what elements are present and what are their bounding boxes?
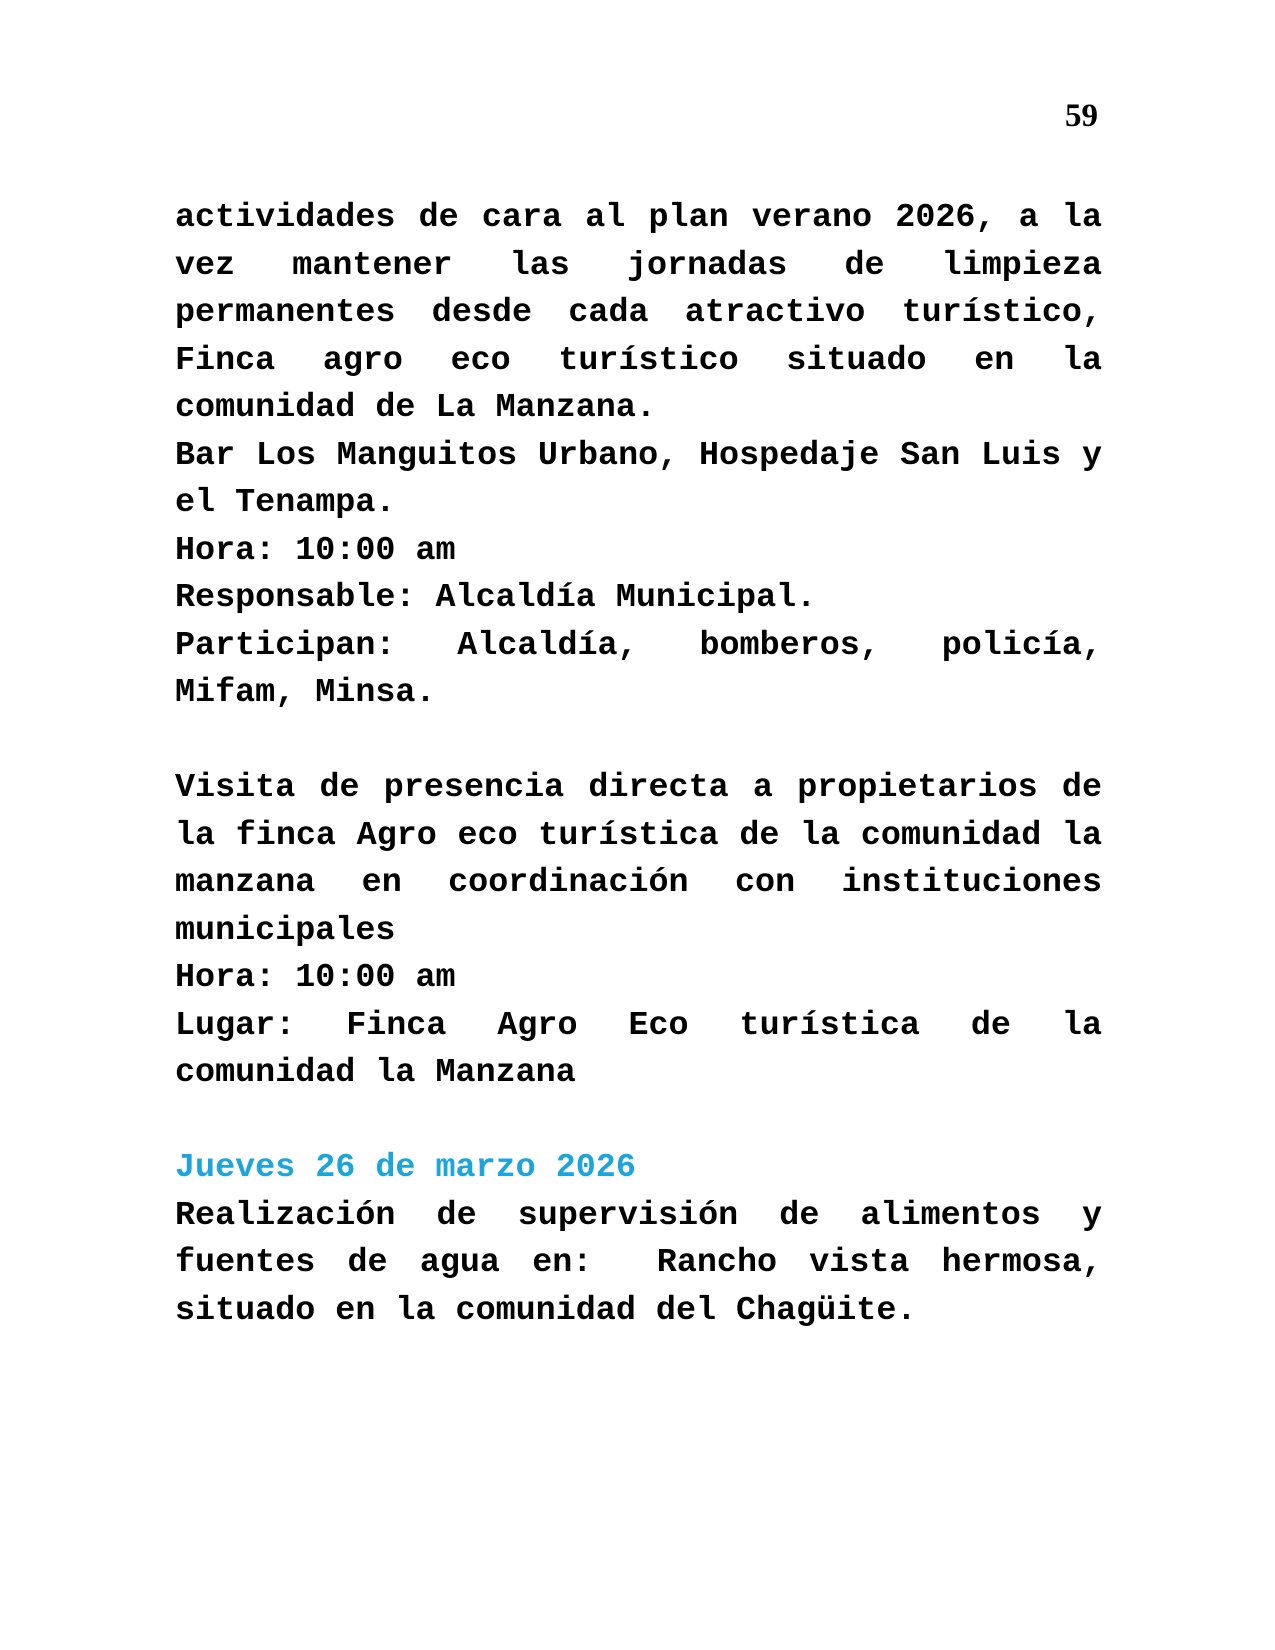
- text-line: la finca Agro eco turística de la comunidad la: [175, 816, 1102, 855]
- text-line: comunidad la Manzana: [175, 1054, 576, 1092]
- text-line: municipales: [175, 911, 396, 950]
- text-line: Bar Los Manguitos Urbano, Hospedaje San Luis y: [175, 436, 1102, 475]
- text-line: Participan: Alcaldía, bomberos, policía,: [175, 626, 1102, 665]
- text-line: Hora: 10:00 am: [175, 959, 456, 997]
- paragraph-bar-los-manguitos: [175, 433, 1102, 528]
- date-heading: Jueves 26 de marzo 2026: [175, 1149, 636, 1187]
- text-line: comunidad de La Manzana.: [175, 389, 656, 427]
- text-line: actividades de cara al plan verano 2026, a la: [175, 199, 1102, 237]
- text-line: Responsable: Alcaldía Municipal.: [175, 579, 817, 617]
- document-body: [175, 195, 1102, 1335]
- line-responsable: [175, 575, 1102, 623]
- heading-jueves-26-marzo-2026: [175, 1145, 1102, 1193]
- text-line: situado en la comunidad del Chagüite.: [175, 1291, 917, 1330]
- text-line: manzana en coordinación con instituciones: [175, 864, 1102, 902]
- text-line: vez mantener las jornadas de limpieza: [175, 246, 1102, 285]
- page-number: 59: [1065, 98, 1098, 134]
- paragraph-participan: [175, 623, 1102, 718]
- text-line: Finca agro eco turístico situado en la: [175, 341, 1102, 380]
- line-hora-1: [175, 528, 1102, 576]
- paragraph-visita: [175, 765, 1102, 955]
- paragraph-realizacion: [175, 1193, 1102, 1336]
- text-line: Realización de supervisión de alimentos y: [175, 1196, 1102, 1235]
- paragraph-plan-verano: [175, 195, 1102, 433]
- blank-line: [175, 1098, 1102, 1146]
- text-line: el Tenampa.: [175, 484, 396, 522]
- text-line: Mifam, Minsa.: [175, 674, 436, 712]
- text-line: fuentes de agua en: Rancho vista hermosa,: [175, 1244, 1102, 1282]
- paragraph-lugar: [175, 1003, 1102, 1098]
- blank-line: [175, 718, 1102, 766]
- text-line: Hora: 10:00 am: [175, 531, 456, 570]
- text-line: Visita de presencia directa a propietarios de: [175, 769, 1102, 807]
- text-line: Lugar: Finca Agro Eco turística de la: [175, 1006, 1102, 1045]
- text-line: permanentes desde cada atractivo turístico,: [175, 294, 1102, 332]
- line-hora-2: [175, 955, 1102, 1003]
